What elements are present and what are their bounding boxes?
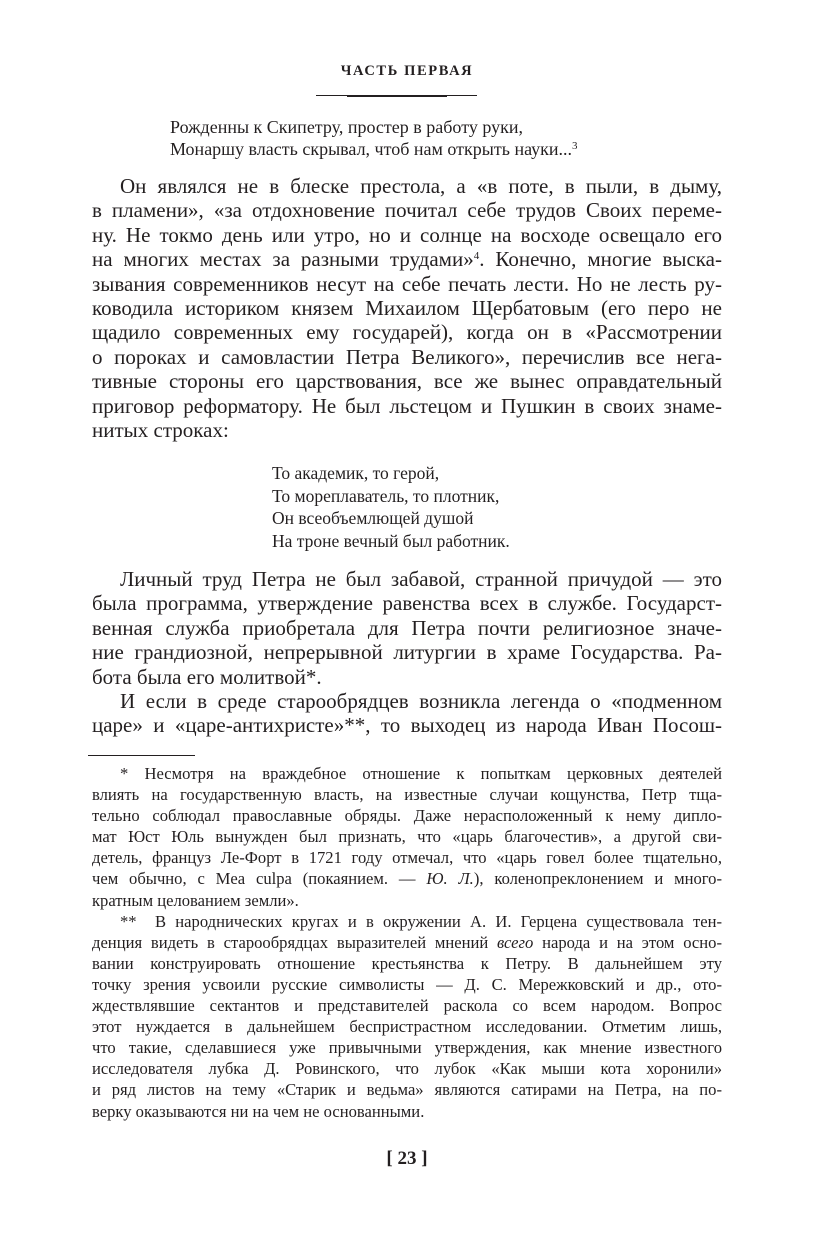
poem-quote [272, 462, 510, 552]
text-line: исследователя лубка Д. Ровинского, что лубок «Как мыши кота хоронили» [92, 1059, 722, 1079]
footnotes [92, 763, 722, 1122]
text-line: ну. Не токмо день или утро, но и солнце на восходе освещало его [92, 222, 722, 247]
poem-line: То мореплаватель, то плотник, [272, 485, 500, 506]
poem-line: То академик, то герой, [272, 463, 440, 483]
text-line: И если в среде старообрядцев возникла легенда о «подменном [120, 689, 722, 713]
epigraph-line: Монаршу власть скрывал, чтоб нам открыть науки...$^3$ [170, 139, 578, 159]
text-line: на многих местах за разными трудами»$^4$. Конечно, многие выска- [92, 247, 722, 272]
emphasis: всего [497, 932, 534, 952]
paragraph-3 [92, 689, 722, 738]
text-line: и ряд листов на тему «Старик и ведьма» являются сатирами на Петра, на по- [92, 1080, 722, 1100]
text-line: Личный труд Петра не был забавой, странной причудой — это [120, 567, 722, 591]
text-line: кратным целованием земли». [92, 890, 299, 910]
text-line: тельно соблюдал православные обряды. Даже нерасположенный к нему дипло- [92, 806, 722, 826]
paragraph-1 [92, 174, 722, 442]
text-line: царе» и «царе-антихристе»**, то выходец из народа Иван Посош- [92, 713, 722, 738]
epigraph-line: Рожденны к Скипетру, простер в работу руки, [170, 117, 523, 137]
running-head: ЧАСТЬ ПЕРВАЯ [340, 63, 474, 79]
text-line: ** В народнических кругах и в окружении А. И. Герцена существовала тен- [120, 911, 722, 931]
text-line: вании конструировать отношение крестьянства к Петру. В дальнейшем эту [92, 953, 722, 973]
text-line: этот нуждается в дальнейшем беспристрастном исследовании. Отметим лишь, [92, 1017, 722, 1037]
text-line: нитых строках: [92, 418, 229, 443]
note-ref: 4 [473, 250, 480, 263]
text-line: ководила историком князем Михаилом Щербатовым (его перо не [92, 296, 722, 321]
text-line: влиять на государственную власть, на известные случаи кощунства, Петр тща- [92, 785, 722, 805]
text-line: приговор реформатору. Не был льстецом и Пушкин в своих знаме- [92, 393, 722, 418]
page-number: [ 23 ] [386, 1148, 428, 1169]
text-line: денция видеть в старообрядцах выразителей мнений всего народа и на этом осно- [92, 932, 722, 952]
footnote-1 [92, 763, 722, 911]
text-line: что такие, сделавшиеся уже привычными утверждения, как мнение известного [92, 1038, 722, 1058]
text-line: о пороках и самовластии Петра Великого», перечислив все нега- [92, 344, 722, 369]
text-line: детель, француз Ле-Форт в 1721 году отмечал, что «царь говел более тщательно, [92, 848, 722, 868]
poem-line: Он всеобъемлющей душой [272, 508, 474, 528]
text-line: венная служба приобретала для Петра почти религиозное значе- [92, 615, 722, 640]
footnote-2 [92, 911, 722, 1122]
text-line: мат Юст Юль вынужден был признать, что «царь благочестив», а другой сви- [92, 827, 722, 847]
footnote-marker: ** [120, 911, 137, 931]
text-line: была программа, утверждение равенства всех в службе. Государст- [92, 591, 722, 616]
text-line: точку зрения усвоили русские символисты — Д. С. Мережковский и др., ото- [92, 974, 722, 994]
poem-line: На троне вечный был работник. [272, 530, 510, 551]
footnote-divider [88, 755, 195, 756]
epigraph [170, 116, 578, 160]
note-ref: 3 [572, 140, 578, 152]
text-line: бота была его молитвой*. [92, 664, 322, 689]
text-line: * Несмотря на враждебное отношение к попыткам церковных деятелей [120, 764, 722, 783]
text-line: в пламени», «за отдохновение почитал себе трудов Своих переме- [92, 198, 722, 223]
text-line: Он являлся не в блеске престола, а «в поте, в пыли, в дыму, [120, 174, 722, 198]
text-line: верку оказываются ни на чем не основанными. [92, 1101, 425, 1121]
author-initials: Ю. Л. [426, 869, 474, 889]
paragraph-2 [92, 567, 722, 689]
footnote-marker: * [120, 764, 129, 783]
text-line: ждествлявшие сектантов и представителей раскола со всем народом. Вопрос [92, 996, 722, 1016]
text-line: щадило современных ему государей), когда он в «Рассмотрении [92, 320, 722, 345]
header-rule-accent [347, 95, 447, 97]
text-line: тивные стороны его царствования, все же вынес оправдательный [92, 369, 722, 394]
text-line: чем обычно, с Mea culpa (покаянием. — Ю. Л.), коленопреклонением и много- [92, 869, 722, 889]
text-line: ние грандиозной, непрерывной литургии в храме Государства. Ра- [92, 640, 722, 665]
text-line: зывания современников несут на себе печать лести. Но не лесть ру- [92, 271, 722, 296]
